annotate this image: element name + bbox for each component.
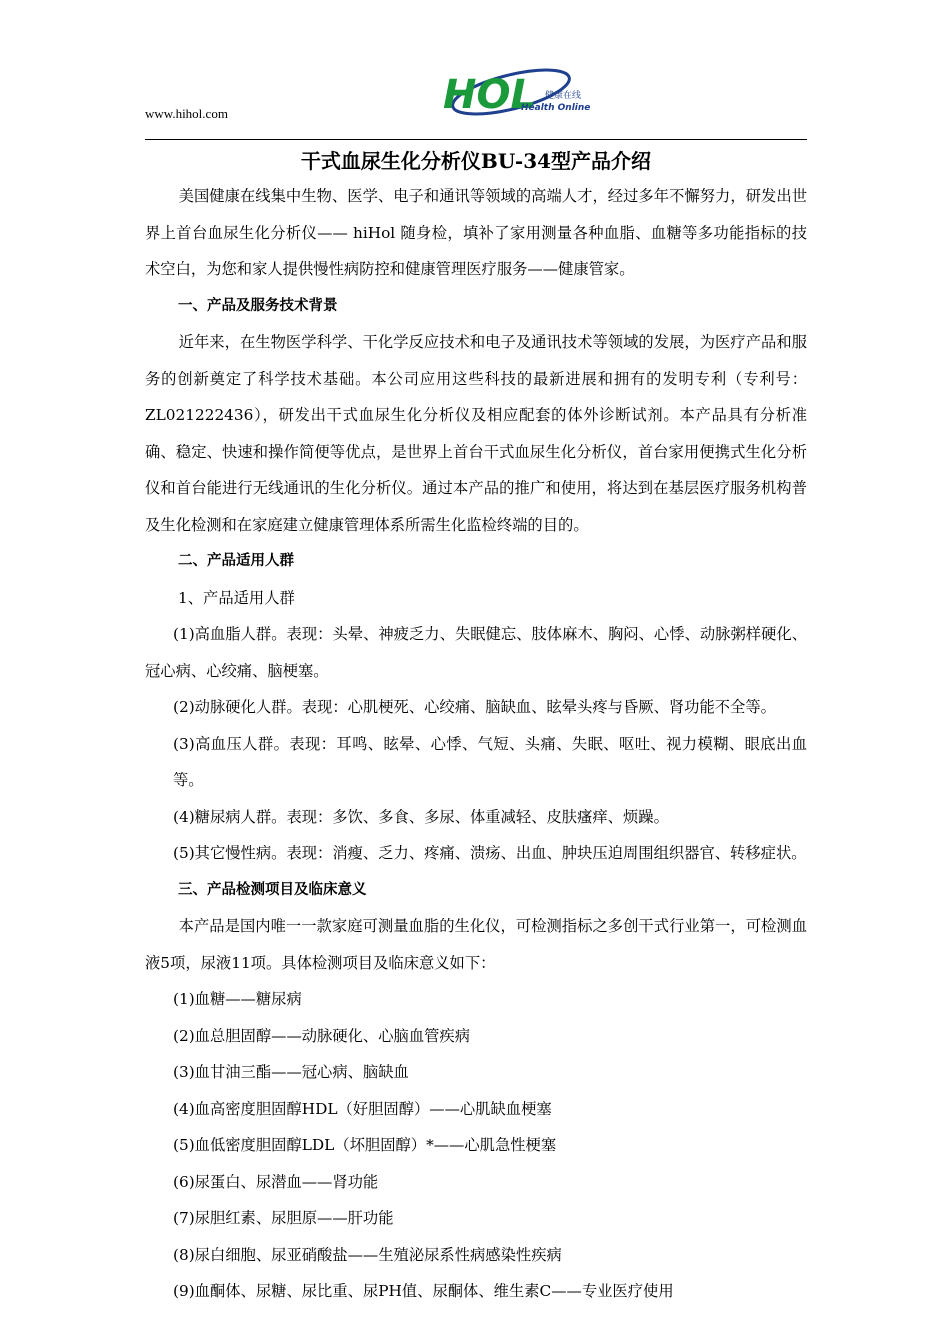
- list-item: (1)血糖——糖尿病: [173, 990, 302, 1008]
- list-item: (5)其它慢性病。表现：消瘦、乏力、疼痛、溃疡、出血、肿块压迫周围组织器官、转移症状。: [173, 844, 807, 862]
- page-header: [145, 60, 807, 140]
- list-item: (8)尿白细胞、尿亚硝酸盐——生殖泌尿系性病感染性疾病: [173, 1245, 562, 1264]
- list-item: (9)血酮体、尿糖、尿比重、尿PH值、尿酮体、维生素C——专业医疗使用: [173, 1282, 674, 1300]
- logo-letters: HOL: [443, 72, 536, 118]
- hol-logo: [437, 64, 597, 122]
- list-item: (3)高血压人群。表现：耳鸣、眩晕、心悸、气短、头痛、失眠、呕吐、视力模糊、眼底出血等。: [173, 734, 807, 789]
- list-item: (5)血低密度胆固醇LDL（坏胆固醇）*——心肌急性梗塞: [173, 1136, 557, 1154]
- section2-subheading: 1、产品适用人群: [178, 588, 295, 607]
- list-item: (4)糖尿病人群。表现：多饮、多食、多尿、体重减轻、皮肤瘙痒、烦躁。: [173, 807, 669, 826]
- header-rule: [145, 139, 807, 140]
- intro-paragraph: 美国健康在线集中生物、医学、电子和通讯等领域的高端人才，经过多年不懈努力，研发出世界上首台血尿生化分析仪—— hiHol 随身检，填补了家用测量各种血脂、血糖等多功能指标的技术空白，为您和家人提供慢性病防控和健康管理医疗服务——健康管家。: [145, 187, 807, 278]
- page-title: 干式血尿生化分析仪BU-34型产品介绍: [300, 149, 652, 173]
- list-item: (3)血甘油三酯——冠心病、脑缺血: [173, 1063, 409, 1081]
- section1-heading: 一、产品及服务技术背景: [178, 297, 338, 314]
- section1-body: 近年来，在生物医学科学、干化学反应技术和电子及通讯技术等领域的发展，为医疗产品和服务的创新奠定了科学技术基础。本公司应用这些科技的最新进展和拥有的发明专利（专利号：ZL021222436），研发出干式血尿生化分析仪及相应配套的体外诊断试剂。本产品具有分析准确、稳定、快速和操作简便等优点，是世界上首台干式血尿生化分析仪，首台家用便携式生化分析仪和首台能进行无线通讯的生化分析仪。通过本产品的推广和使用，将达到在基层医疗服务机构普及生化检测和在家庭建立健康管理体系所需生化监检终端的目的。: [145, 333, 807, 534]
- logo-en: Health Online: [521, 103, 591, 113]
- list-item: (1)高血脂人群。表现：头晕、神疲乏力、失眠健忘、肢体麻木、胸闷、心悸、动脉粥样硬化、冠心病、心绞痛、脑梗塞。: [145, 625, 807, 680]
- section3-body: 本产品是国内唯一一款家庭可测量血脂的生化仪，可检测指标之多创干式行业第一，可检测血液5项，尿液11项。具体检测项目及临床意义如下：: [145, 917, 807, 972]
- list-item: (7)尿胆红素、尿胆原——肝功能: [173, 1209, 394, 1227]
- site-url[interactable]: www.hihol.com: [145, 106, 228, 121]
- list-item: (2)动脉硬化人群。表现：心肌梗死、心绞痛、脑缺血、眩晕头疼与昏厥、肾功能不全等。: [173, 698, 776, 716]
- logo-cn: 健康在线: [545, 91, 582, 101]
- section2-heading: 二、产品适用人群: [178, 553, 294, 569]
- section3-heading: 三、产品检测项目及临床意义: [178, 881, 367, 898]
- list-item: (2)血总胆固醇——动脉硬化、心脑血管疾病: [173, 1026, 471, 1045]
- list-item: (4)血高密度胆固醇HDL（好胆固醇）——心肌缺血梗塞: [173, 1099, 552, 1118]
- list-item: (6)尿蛋白、尿潜血——肾功能: [173, 1172, 379, 1191]
- document-body: [145, 146, 807, 1310]
